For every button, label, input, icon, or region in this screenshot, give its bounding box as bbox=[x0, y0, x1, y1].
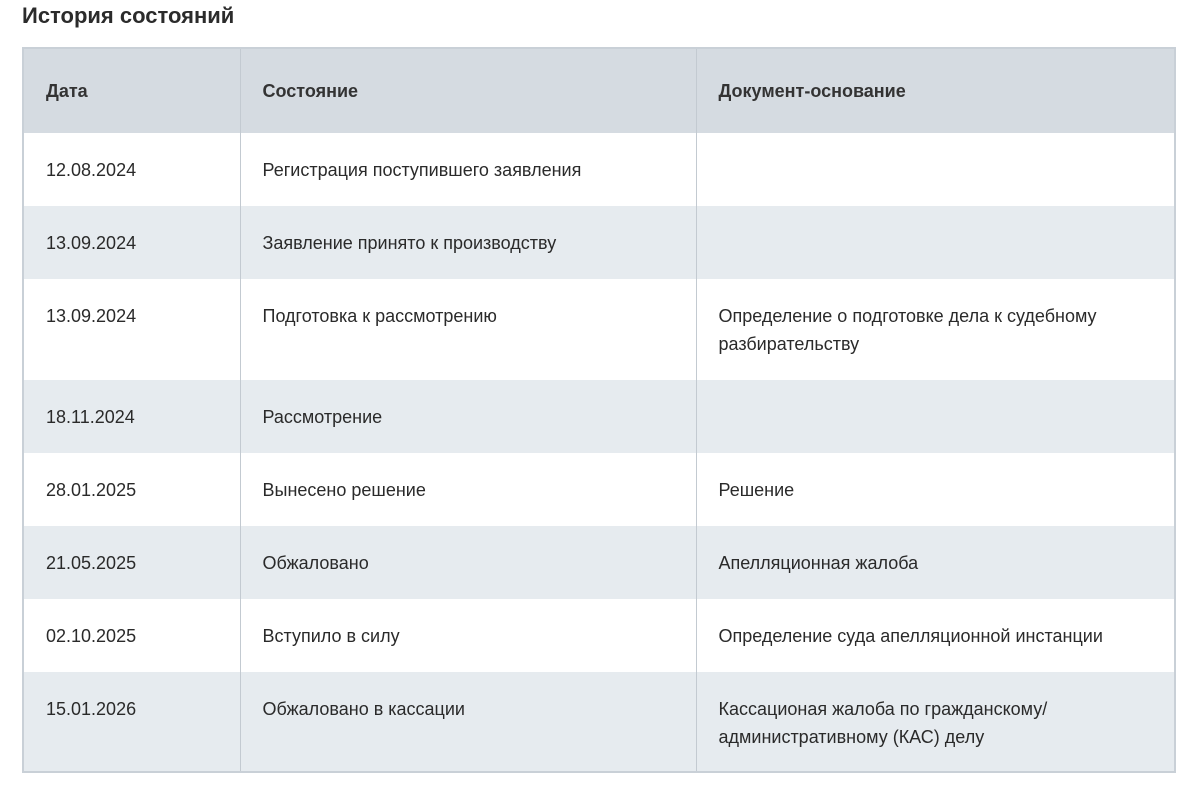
cell-document: Апелляционная жалоба bbox=[696, 526, 1174, 599]
header-row bbox=[24, 49, 1174, 133]
column-header-date: Дата bbox=[24, 49, 240, 133]
cell-date: 18.11.2024 bbox=[24, 380, 240, 453]
cell-date: 13.09.2024 bbox=[24, 206, 240, 279]
cell-state: Обжаловано bbox=[240, 526, 696, 599]
cell-date: 15.01.2026 bbox=[24, 672, 240, 771]
column-header-document: Документ-основание bbox=[696, 49, 1174, 133]
table-row bbox=[24, 526, 1174, 599]
cell-state: Регистрация поступившего заявления bbox=[240, 133, 696, 206]
cell-state: Рассмотрение bbox=[240, 380, 696, 453]
table-row bbox=[24, 279, 1174, 380]
cell-state: Подготовка к рассмотрению bbox=[240, 279, 696, 380]
status-history-table-container bbox=[22, 47, 1176, 773]
column-header-state: Состояние bbox=[240, 49, 696, 133]
table-row bbox=[24, 206, 1174, 279]
cell-document: Решение bbox=[696, 453, 1174, 526]
cell-document: Определение суда апелляционной инстанции bbox=[696, 599, 1174, 672]
cell-date: 13.09.2024 bbox=[24, 279, 240, 380]
cell-date: 28.01.2025 bbox=[24, 453, 240, 526]
cell-date: 02.10.2025 bbox=[24, 599, 240, 672]
table-row bbox=[24, 133, 1174, 206]
cell-state: Обжаловано в кассации bbox=[240, 672, 696, 771]
cell-date: 21.05.2025 bbox=[24, 526, 240, 599]
table-header bbox=[24, 49, 1174, 133]
table-row bbox=[24, 672, 1174, 771]
cell-state: Заявление принято к производству bbox=[240, 206, 696, 279]
table-row bbox=[24, 453, 1174, 526]
cell-document bbox=[696, 133, 1174, 206]
cell-document: Кассационая жалоба по гражданскому/ административному (КАС) делу bbox=[696, 672, 1174, 771]
cell-state: Вступило в силу bbox=[240, 599, 696, 672]
cell-document bbox=[696, 206, 1174, 279]
table-body bbox=[24, 133, 1174, 771]
page-title: История состояний bbox=[22, 3, 235, 28]
table-row bbox=[24, 599, 1174, 672]
cell-document bbox=[696, 380, 1174, 453]
cell-date: 12.08.2024 bbox=[24, 133, 240, 206]
table-row bbox=[24, 380, 1174, 453]
status-history-table bbox=[24, 49, 1174, 771]
cell-state: Вынесено решение bbox=[240, 453, 696, 526]
cell-document: Определение о подготовке дела к судебному разбирательству bbox=[696, 279, 1174, 380]
